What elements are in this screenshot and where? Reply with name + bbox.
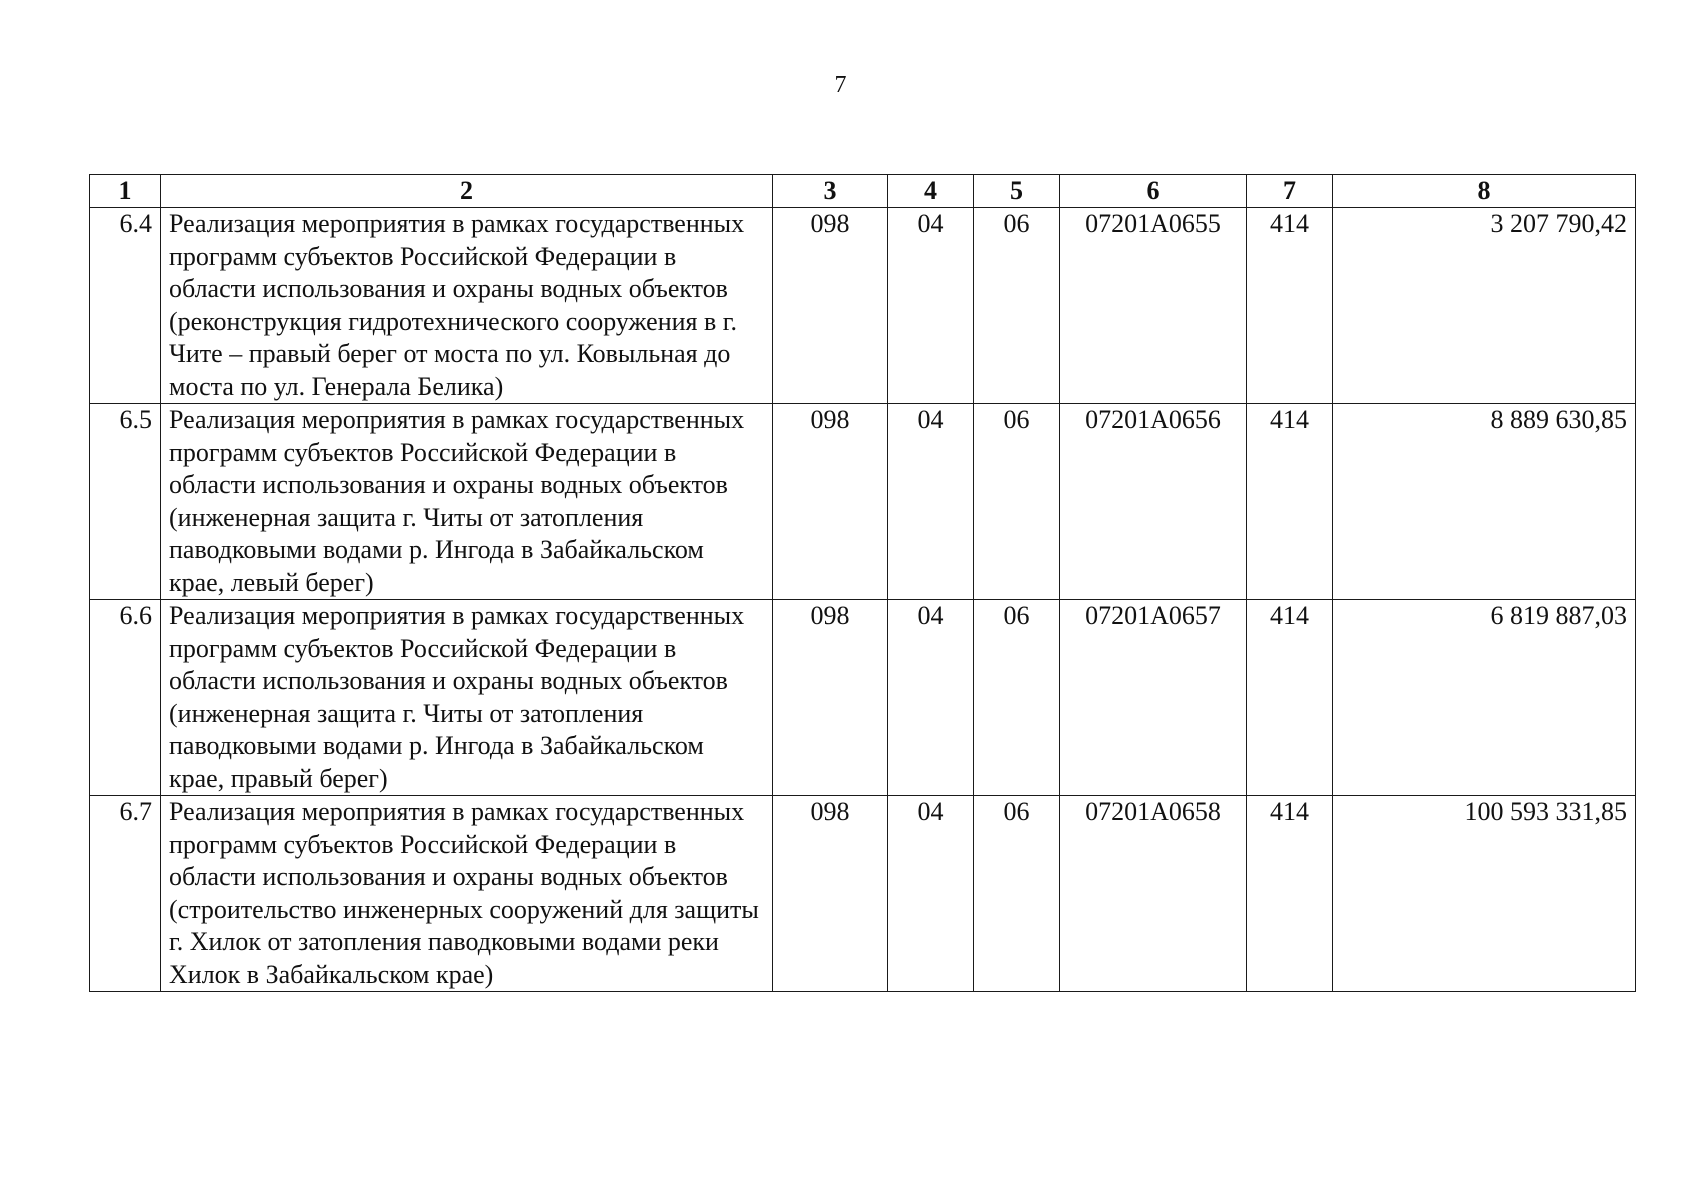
column-header-3: 3 bbox=[773, 175, 888, 208]
section-code: 04 bbox=[888, 600, 974, 796]
expense-type-code: 414 bbox=[1247, 600, 1333, 796]
target-article-code: 07201A0658 bbox=[1060, 796, 1247, 992]
table-row bbox=[90, 600, 1636, 796]
section-code: 04 bbox=[888, 208, 974, 404]
column-header-1: 1 bbox=[90, 175, 161, 208]
subsection-code: 06 bbox=[974, 404, 1060, 600]
ministry-code: 098 bbox=[773, 208, 888, 404]
section-code: 04 bbox=[888, 404, 974, 600]
table-row bbox=[90, 208, 1636, 404]
expense-type-code: 414 bbox=[1247, 796, 1333, 992]
subsection-code: 06 bbox=[974, 208, 1060, 404]
row-number: 6.6 bbox=[90, 600, 161, 796]
expense-type-code: 414 bbox=[1247, 404, 1333, 600]
amount: 3 207 790,42 bbox=[1333, 208, 1636, 404]
target-article-code: 07201A0656 bbox=[1060, 404, 1247, 600]
amount: 100 593 331,85 bbox=[1333, 796, 1636, 992]
measure-description: Реализация мероприятия в рамках государственных программ субъектов Российской Федерации в области использования и охраны водных объектов (инженерная защита г. Читы от затопления паводковыми водами р. Ингода в Забайкальском крае, правый берег) bbox=[161, 600, 773, 796]
column-header-4: 4 bbox=[888, 175, 974, 208]
column-header-2: 2 bbox=[161, 175, 773, 208]
table-row bbox=[90, 404, 1636, 600]
header-row bbox=[90, 175, 1636, 208]
column-header-8: 8 bbox=[1333, 175, 1636, 208]
target-article-code: 07201A0657 bbox=[1060, 600, 1247, 796]
column-header-6: 6 bbox=[1060, 175, 1247, 208]
amount: 6 819 887,03 bbox=[1333, 600, 1636, 796]
budget-table bbox=[89, 174, 1636, 992]
section-code: 04 bbox=[888, 796, 974, 992]
row-number: 6.5 bbox=[90, 404, 161, 600]
measure-description: Реализация мероприятия в рамках государственных программ субъектов Российской Федерации в области использования и охраны водных объектов (реконструкция гидротехнического сооружения в г. Чите – правый берег от моста по ул. Ковыльная до моста по ул. Генерала Белика) bbox=[161, 208, 773, 404]
ministry-code: 098 bbox=[773, 404, 888, 600]
ministry-code: 098 bbox=[773, 796, 888, 992]
row-number: 6.7 bbox=[90, 796, 161, 992]
row-number: 6.4 bbox=[90, 208, 161, 404]
subsection-code: 06 bbox=[974, 796, 1060, 992]
page-number: 7 bbox=[834, 72, 847, 98]
measure-description: Реализация мероприятия в рамках государственных программ субъектов Российской Федерации в области использования и охраны водных объектов (инженерная защита г. Читы от затопления паводковыми водами р. Ингода в Забайкальском крае, левый берег) bbox=[161, 404, 773, 600]
table-row bbox=[90, 796, 1636, 992]
ministry-code: 098 bbox=[773, 600, 888, 796]
measure-description: Реализация мероприятия в рамках государственных программ субъектов Российской Федерации в области использования и охраны водных объектов (строительство инженерных сооружений для защиты г. Хилок от затопления паводковыми водами реки Хилок в Забайкальском крае) bbox=[161, 796, 773, 992]
column-header-7: 7 bbox=[1247, 175, 1333, 208]
target-article-code: 07201A0655 bbox=[1060, 208, 1247, 404]
amount: 8 889 630,85 bbox=[1333, 404, 1636, 600]
subsection-code: 06 bbox=[974, 600, 1060, 796]
expense-type-code: 414 bbox=[1247, 208, 1333, 404]
column-header-5: 5 bbox=[974, 175, 1060, 208]
